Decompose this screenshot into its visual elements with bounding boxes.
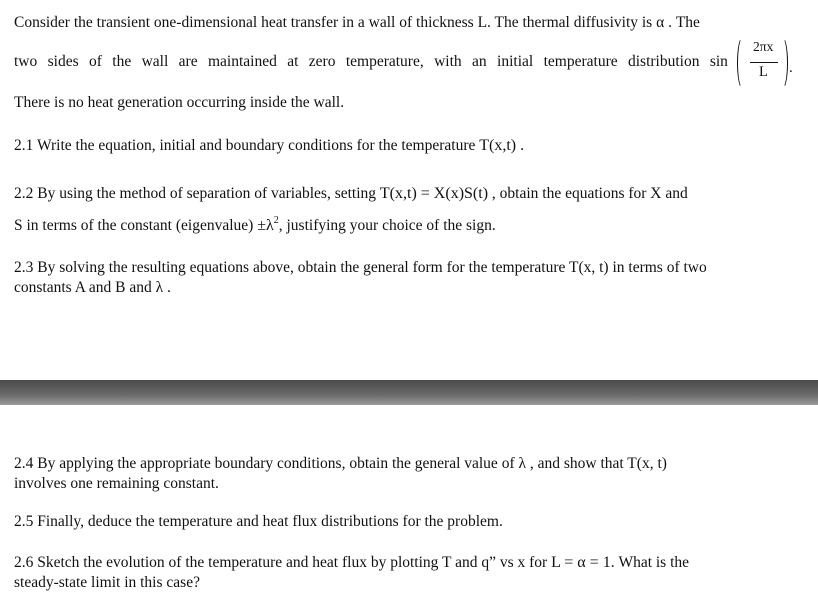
question-2-6-text-b: . What is the [610,554,690,571]
question-2-6-math: L = α = 1 [551,554,611,571]
question-2-2-line2-b: , justifying your choice of the sign. [278,217,496,234]
question-2-4-line-1: 2.4 By applying the appropriate boundary conditions, obtain the general value of λ , and show that T(x, t) [14,455,667,472]
eigenvalue-symbol: ±λ [257,217,274,234]
question-2-2-text-a: 2.2 By using the method of separation of variables, setting [14,185,380,202]
intro-line-2-word: temperature [543,53,618,70]
intro-line-2-word: distribution [627,53,700,70]
question-2-6-line-2: steady-state limit in this case? [14,574,200,591]
question-2-4-line-2: involves one remaining constant. [14,475,219,492]
question-2-2-line2-a: S in terms of the constant (eigenvalue) [14,217,258,234]
right-paren [777,37,788,89]
question-2-6-line-1 [14,553,689,573]
intro-line-1: Consider the transient one-dimensional heat transfer in a wall of thickness L. The thermal diffusivity is α . The [14,14,700,31]
intro-line-2-word: of [89,53,102,70]
intro-line-2 [14,52,728,72]
intro-line-2-word: are [178,53,198,70]
question-2-3-line-1: 2.3 By solving the resulting equations above, obtain the general form for the temperature T(x, t) in terms of two [14,259,707,276]
page-separator [0,380,818,405]
question-2-2-math: T(x,t) = X(x)S(t) [379,185,489,202]
left-paren [737,37,748,89]
intro-line-2-word: maintained [207,53,277,70]
intro-line-2-word: sin [709,53,728,70]
intro-line-3: There is no heat generation occurring inside the wall. [14,94,345,111]
intro-line-2-word: sides [47,53,79,70]
question-2-1-math: T(x,t) . [479,137,525,154]
fraction-period: . [789,60,793,76]
intro-line-2-word: zero [308,53,336,70]
eigenvalue-exponent: 2 [273,215,279,226]
intro-line-2-word: two [14,53,38,70]
intro-line-2-word: at [287,53,299,70]
question-2-1 [14,136,524,156]
question-2-2-text-b: , obtain the equations for X and [488,185,688,202]
intro-line-2-word: an [472,53,487,70]
question-2-1-text: 2.1 Write the equation, initial and boundary conditions for the temperature [14,137,480,154]
intro-line-2-word: the [112,53,132,70]
question-2-2-line-1 [14,184,688,204]
question-2-5: 2.5 Finally, deduce the temperature and heat flux distributions for the problem. [14,513,503,530]
intro-line-2-word: initial [497,53,534,70]
initial-distribution-fraction [733,34,791,92]
intro-line-2-word: wall [141,53,169,70]
fraction-bar [750,62,778,63]
question-2-2-line-2 [14,216,496,238]
fraction-numerator: 2πx [753,39,774,54]
question-2-3-line-2: constants A and B and λ . [14,279,171,296]
intro-line-2-word: temperature, [345,53,424,70]
fraction-denominator: L [759,64,768,80]
intro-line-2-word: with [434,53,462,70]
question-2-6-text-a: 2.6 Sketch the evolution of the temperature and heat flux by plotting T and q” vs x for [14,554,552,571]
